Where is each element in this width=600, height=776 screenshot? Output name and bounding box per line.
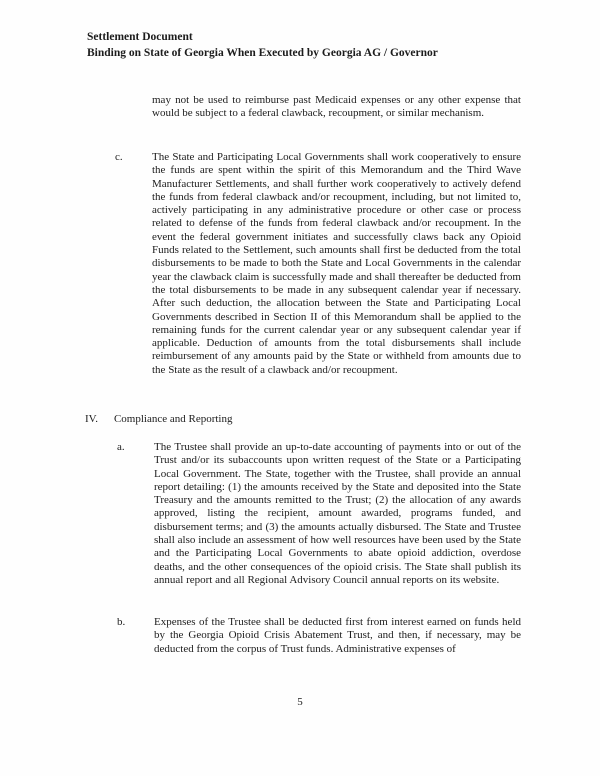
continuation-paragraph-text: may not be used to reimburse past Medicaid expenses or any other expense that would be subject to a federal clawback, recoupment, or similar mechanism. (152, 94, 521, 120)
paragraph-a (117, 441, 521, 587)
paragraph-a-label: a. (117, 441, 125, 453)
paragraph-c (115, 151, 521, 377)
section-iv-label: IV. (85, 413, 98, 425)
document-header (87, 29, 438, 61)
section-iv-title: Compliance and Reporting (113, 413, 233, 425)
section-iv-heading (85, 413, 232, 426)
paragraph-b (117, 616, 521, 656)
continuation-paragraph (115, 94, 521, 121)
paragraph-b-label: b. (117, 616, 126, 628)
header-line-1: Settlement Document (87, 31, 193, 43)
paragraph-b-text: Expenses of the Trustee shall be deducted first from interest earned on funds held by the Georgia Opioid Crisis Abatement Trust, and then, if necessary, may be deducted from the corpus of Trust funds. Administrative expenses of (154, 616, 521, 655)
header-line-2: Binding on State of Georgia When Executed by Georgia AG / Governor (87, 47, 438, 59)
paragraph-a-text: The Trustee shall provide an up-to-date accounting of payments into or out of the Trust and/or its subaccounts upon written request of the State or a Participating Local Government. The State, together with the Trustee, shall provide an annual report detailing: (1) the amounts received by the State and deposited into the State Treasury and the amounts remitted to the Trust; (2) the allocation of any awards approved, listing the recipient, amount awarded, programs funded, and disbursement terms; and (3) the amounts actually disbursed. The State and Trustee shall also include an assessment of how well resources have been used by the State and the Participating Local Governments to abate opioid addiction, overdose deaths, and the other consequences of the opioid crisis. The State shall publish its annual report and all Regional Advisory Council annual reports on its website. (154, 441, 521, 586)
page-number: 5 (297, 696, 303, 708)
paragraph-c-text: The State and Participating Local Governments shall work cooperatively to ensure the funds are spent within the spirit of this Memorandum and the Third Wave Manufacturer Settlements, and shall further work cooperatively to actively defend the funds from federal clawback and/or recoupment, including, but not limited to, actively participating in any administrative procedure or other case or process related to defense of the funds from federal clawback and/or recoupment. In the event the federal government initiates and successfully claws back any Opioid Funds related to the Settlement, such amounts shall first be deducted from the total disbursements to be made to both the State and Local Governments in the calendar year the clawback claim is successfully made and shall thereafter be deducted from the total disbursements to be made in any subsequent calendar year if necessary. After such deduction, the allocation between the State and Participating Local Governments described in Section II of this Memorandum shall be applied to the remaining funds for the current calendar year or any subsequent calendar year if applicable. Deduction of amounts from the total disbursements shall include reimbursement of any amounts paid by the State or withheld from amounts due to the State as the result of a clawback and/or recoupment. (152, 151, 521, 376)
paragraph-c-label: c. (115, 151, 123, 163)
